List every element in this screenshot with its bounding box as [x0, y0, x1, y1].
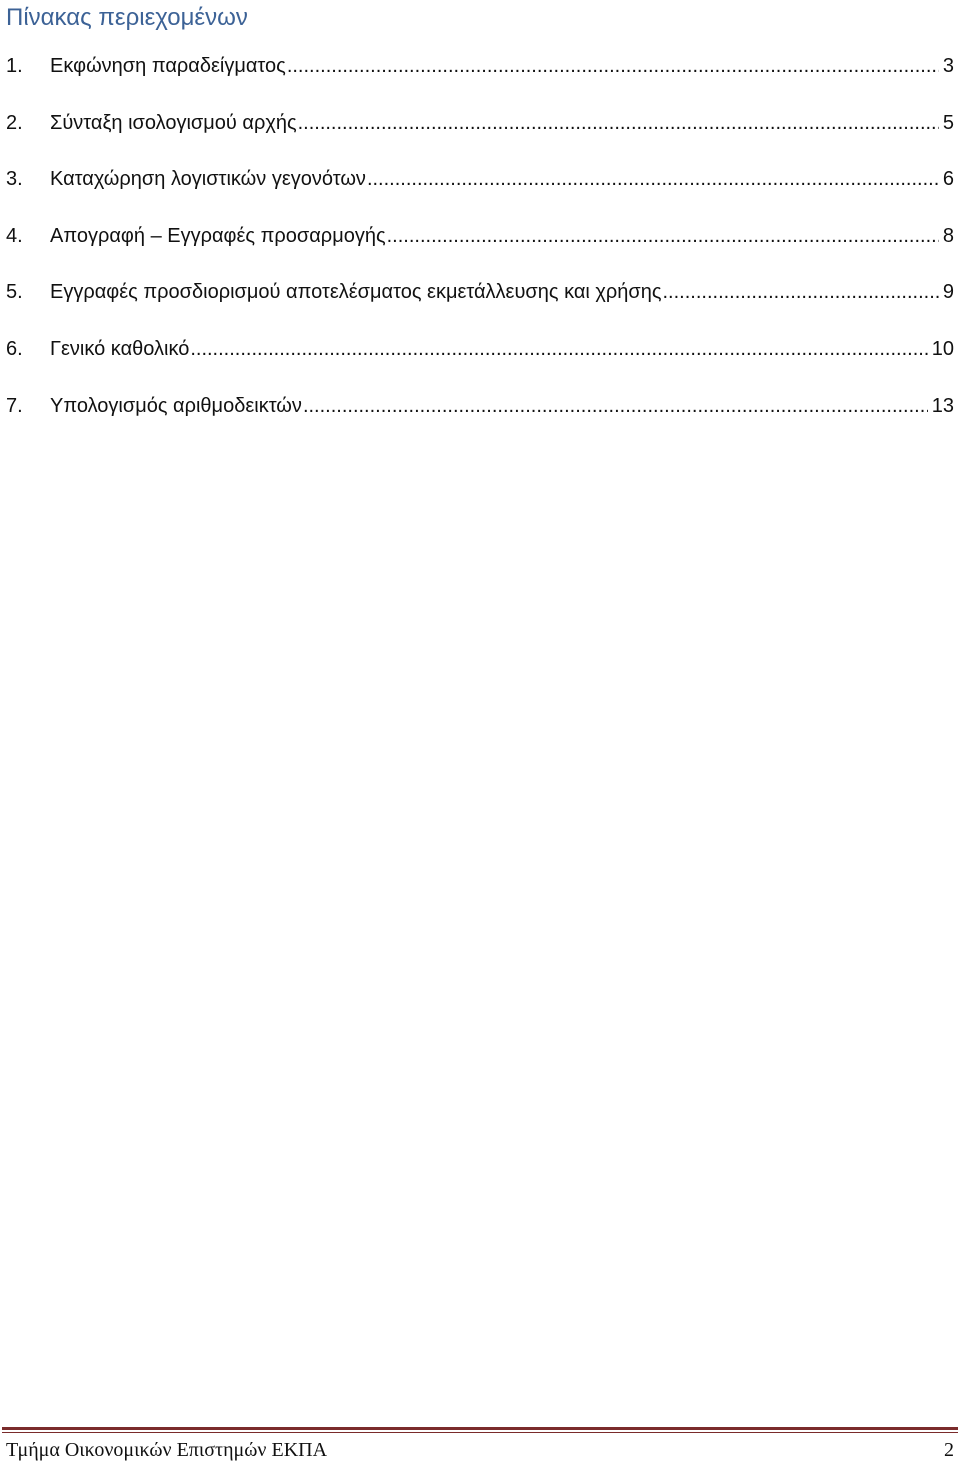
toc-dot-leader	[387, 220, 939, 252]
toc-entry-text: Εγγραφές προσδιορισμού αποτελέσματος εκμετάλλευσης και χρήσης	[50, 281, 662, 304]
toc-entry[interactable]	[6, 276, 954, 333]
toc-entry[interactable]	[6, 50, 954, 107]
toc-entry-number: 2.	[6, 111, 23, 134]
toc-entry-page: 6	[942, 168, 954, 191]
toc-entry[interactable]	[6, 163, 954, 220]
toc-entry-text: Εκφώνηση παραδείγματος	[50, 55, 286, 77]
toc-entry[interactable]	[6, 220, 954, 277]
toc-entry[interactable]	[6, 390, 954, 447]
toc-entry-text: Σύνταξη ισολογισμού αρχής	[50, 111, 297, 134]
toc-dot-leader	[190, 333, 927, 365]
toc-entry-page: 8	[942, 224, 954, 247]
toc-entry-page: 13	[931, 394, 954, 417]
footer-page-number: 2	[944, 1439, 954, 1461]
toc-dot-leader	[303, 390, 928, 422]
footer-rule	[2, 1427, 958, 1430]
toc-entry[interactable]	[6, 107, 954, 164]
toc-entry-text: Απογραφή – Εγγραφές προσαρμογής	[50, 224, 386, 247]
toc-dot-leader	[298, 107, 939, 139]
toc-entry-page: 5	[942, 111, 954, 134]
toc-entry-number: 1.	[6, 55, 23, 77]
toc-entry-number: 5.	[6, 281, 23, 304]
footer-rule-thin	[2, 1432, 958, 1433]
toc-entry-text: Γενικό καθολικό	[50, 337, 190, 360]
toc-entry-page: 9	[942, 281, 954, 304]
toc-entry-number: 7.	[6, 394, 23, 417]
toc-dot-leader	[663, 276, 939, 308]
toc-entry-page: 10	[931, 337, 954, 360]
toc-entry-number: 6.	[6, 337, 23, 360]
toc-list	[6, 50, 954, 446]
toc-entry-page: 3	[942, 55, 954, 77]
toc-entry-number: 4.	[6, 224, 23, 247]
footer-text: Τμήμα Οικονομικών Επιστημών ΕΚΠΑ	[6, 1439, 328, 1461]
toc-entry-number: 3.	[6, 168, 23, 191]
toc-entry-text: Υπολογισμός αριθμοδεικτών	[50, 394, 302, 417]
toc-dot-leader	[287, 50, 939, 82]
toc-entry[interactable]	[6, 333, 954, 390]
toc-dot-leader	[367, 163, 939, 195]
toc-entry-text: Καταχώρηση λογιστικών γεγονότων	[50, 168, 366, 191]
toc-title: Πίνακας περιεχομένων	[6, 4, 248, 31]
